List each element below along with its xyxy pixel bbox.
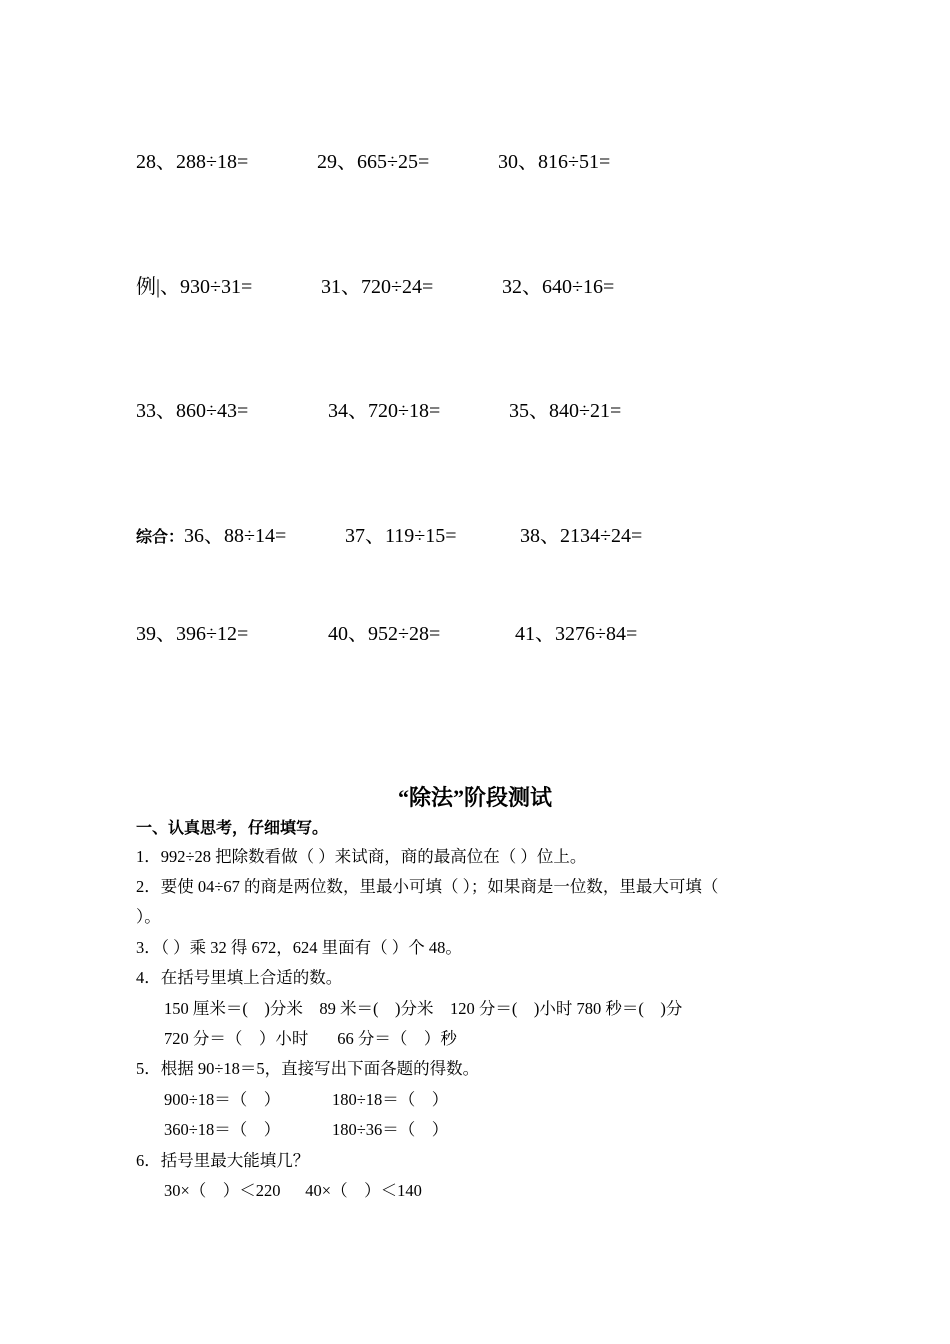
- question-5-answer-b1: 360÷18＝（ ）: [164, 1120, 281, 1139]
- question-1: 1．992÷28 把除数看做（ ）来试商，商的最高位在（ ）位上。: [136, 847, 587, 866]
- question-3: 3．（ ）乘 32 得 672，624 里面有（ ）个 48。: [136, 938, 462, 957]
- problem-41: 41、3276÷84=: [515, 623, 638, 645]
- combined-label: 综合：: [136, 529, 185, 546]
- problem-29: 29、665÷25=: [317, 151, 430, 173]
- problem-33: 33、860÷43=: [136, 400, 249, 422]
- question-5-answer-a2: 180÷18＝（ ）: [332, 1090, 449, 1109]
- problem-38: 38、2134÷24=: [520, 525, 643, 547]
- question-2-line-1: 2．要使 04÷67 的商是两位数，里最小可填（ ）；如果商是一位数，里最大可填（: [136, 877, 719, 896]
- problem-example: 例|、930÷31=: [136, 276, 253, 298]
- problem-31: 31、720÷24=: [321, 276, 434, 298]
- problem-39: 39、396÷12=: [136, 623, 249, 645]
- problem-37: 37、119÷15=: [345, 525, 457, 547]
- problem-35: 35、840÷21=: [509, 400, 622, 422]
- question-5-answer-b2: 180÷36＝（ ）: [332, 1120, 449, 1139]
- problem-32: 32、640÷16=: [502, 276, 615, 298]
- question-5-answer-a1: 900÷18＝（ ）: [164, 1090, 281, 1109]
- test-title: “除法”阶段测试: [397, 785, 552, 810]
- question-4-line-2: 720 分＝（ ）小时 66 分＝（ ）秒: [164, 1029, 457, 1048]
- question-5: 5．根据 90÷18＝5，直接写出下面各题的得数。: [136, 1059, 480, 1078]
- question-6: 6．括号里最大能填几？: [136, 1151, 310, 1170]
- question-6-line: 30×（ ）＜220 40×（ ）＜140: [164, 1181, 422, 1200]
- question-2-line-2: ）。: [136, 907, 161, 926]
- section-heading: 一、认真思考，仔细填写。: [136, 820, 329, 837]
- problem-40: 40、952÷28=: [328, 623, 441, 645]
- problem-34: 34、720÷18=: [328, 400, 441, 422]
- problem-36: 综合：36、88÷14=: [136, 525, 287, 547]
- question-4-line-1: 150 厘米＝( )分米 89 米＝( )分米 120 分＝( )小时 780 秒＝( )分: [164, 999, 683, 1018]
- problem-30: 30、816÷51=: [498, 151, 611, 173]
- question-4: 4．在括号里填上合适的数。: [136, 968, 343, 987]
- problem-28: 28、288÷18=: [136, 151, 249, 173]
